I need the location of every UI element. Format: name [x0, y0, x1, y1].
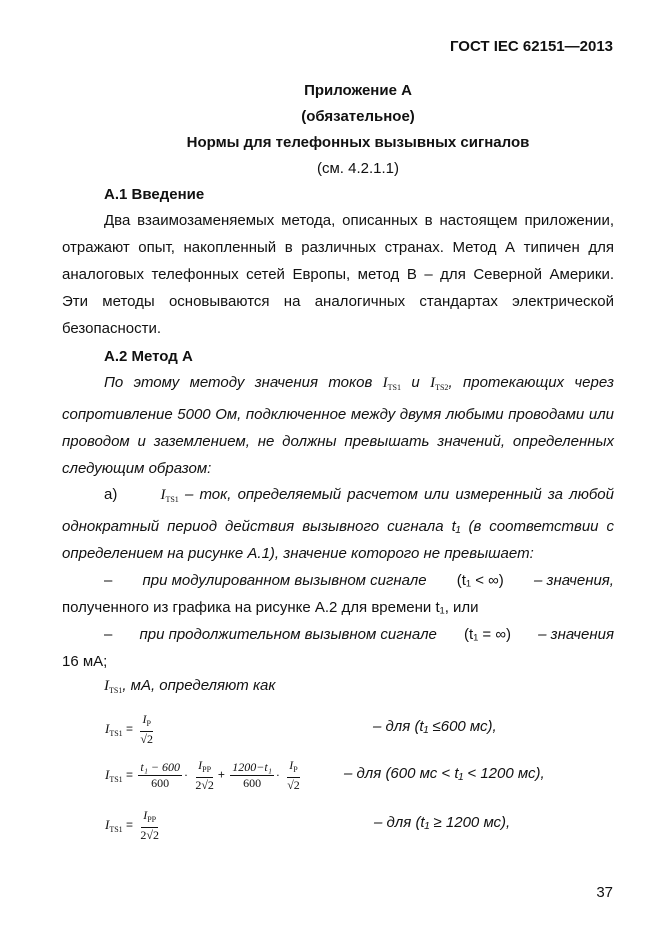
section-a2-heading: А.2 Метод А [104, 348, 193, 365]
annex-name: Нормы для телефонных вызывных сигналов [186, 134, 530, 151]
current-its1-symbol: $I_{TS1}$ [104, 678, 123, 695]
dash-item-continuous: – при продолжительном вызывном сигнале (t₁ = ∞) – значения 16 мА; [62, 626, 614, 670]
page-number: 37 [596, 884, 613, 901]
formula-1: $I_{TS1}$ = $\frac{I_P}{√2}$ [105, 712, 153, 746]
dash-item-modulated: – при модулированном вызывном сигнале (t₁ < ∞) – значения, полученного из графика на рисунке А.2 для времени t₁, или [62, 572, 614, 616]
formula-3-condition: – для (t₁ ≥ 1200 мс), [374, 814, 511, 831]
annex-status: (обязательное) [301, 108, 415, 125]
section-a1-heading: А.1 Введение [104, 186, 205, 203]
current-its1-symbol: $I_{TS1}$ [160, 487, 179, 504]
annex-title: Приложение А [304, 82, 412, 99]
its1-definition-line: $I_{TS1}$, мА, определяют как [104, 677, 276, 695]
section-a2-paragraph: По этому методу значения токов $I_{TS1}$ и $I_{TS2}$, протекающих через сопротивление 5000 Ом, подключенное между двумя любыми проводами или проводом и заземлением, не должны превышать значений, определенных следующим образом: [62, 374, 615, 477]
item-a-paragraph: а) $I_{TS1}$ – ток, определяемый расчетом или измеренный за любой однократный период действия вызывного сигнала t₁ (в соответствии с определением на рисунке А.1), значение которого не превышает: [62, 486, 615, 562]
formula-2-condition: – для (600 мс < t₁ < 1200 мс), [344, 765, 545, 782]
document-header: ГОСТ IEC 62151—2013 [449, 38, 613, 55]
current-its2-symbol: $I_{TS2}$ [430, 375, 449, 392]
formula-3: $I_{TS1}$ = $\frac{I_{PP}}{2√2}$ [105, 808, 159, 842]
annex-reference: (см. 4.2.1.1) [316, 160, 399, 177]
current-its1-symbol: $I_{TS1}$ [382, 375, 401, 392]
formula-2: $I_{TS1}$ = $\frac{\text{t₁ − 600}}{600}$ · $\frac{I_{PP}}{2√2}$ + $\frac{\text{1200−t₁}}{600}$ · $\frac{I_P}{√2}$ [105, 758, 300, 792]
formula-1-condition: – для (t₁ ≤600 мс), [373, 718, 497, 735]
section-a1-paragraph: Два взаимозаменяемых метода, описанных в настоящем приложении, отражают опыт, накопленный в различных странах. Метод А типичен для аналоговых телефонных сетей Европы, метод В – для Северной Америки. Эти методы основываются на аналогичных стандартах электрической безопасности. [62, 212, 614, 337]
